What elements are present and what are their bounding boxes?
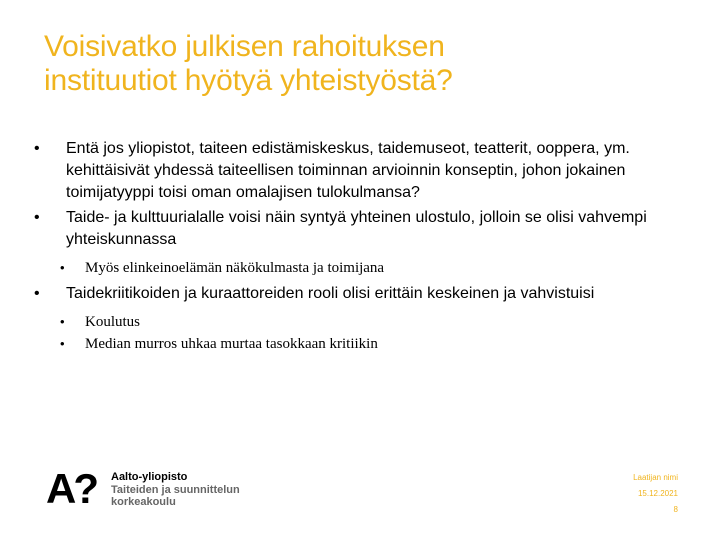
bullet-glyph: •	[34, 285, 40, 302]
sub-bullet-text: Koulutus	[85, 314, 141, 330]
bullet-item	[30, 207, 700, 251]
school-name-line-2: korkeakoulu	[111, 496, 176, 508]
bullet-glyph: •	[34, 140, 40, 157]
bullet-text: Taidekriitikoiden ja kuraattoreiden rooli olisi erittäin keskeinen ja vahvistuisi	[66, 285, 595, 302]
slide-footer	[633, 470, 678, 518]
slide-title	[44, 30, 684, 98]
sub-bullet-list	[30, 257, 700, 279]
university-name: Aalto-yliopisto	[111, 471, 188, 483]
sub-bullet-text: Median murros uhkaa murtaa tasokkaan kritiikin	[85, 336, 378, 352]
school-name-line-1: Taiteiden ja suunnittelun	[111, 483, 240, 496]
logo-text: A?	[46, 470, 96, 506]
sub-bullet-item	[30, 311, 700, 333]
presenter-name: Laatijan nimi	[633, 473, 678, 482]
page-number: 8	[673, 505, 678, 514]
bullet-item	[30, 138, 700, 204]
bullet-glyph: •	[34, 209, 40, 226]
title-line-1: Voisivatko julkisen rahoituksen	[44, 30, 445, 63]
sub-bullet-text: Myös elinkeinoelämän näkökulmasta ja toimijana	[85, 260, 385, 276]
bullet-glyph: •	[60, 336, 65, 351]
bullet-item	[30, 283, 700, 305]
slide-date: 15.12.2021	[637, 489, 678, 498]
bullet-glyph: •	[60, 260, 65, 275]
bullet-text: Entä jos yliopistot, taiteen edistämiskeskus, taidemuseot, teatterit, ooppera, ym. kehittäisivät yhdessä taiteellisen toiminnan arvioinnin konseptin, johon jokainen toimijatyyppi toisi oman omalajisen tulokulmansa?	[66, 140, 630, 201]
sub-bullet-item	[30, 333, 700, 355]
bullet-glyph: •	[60, 314, 65, 329]
bullet-text: Taide- ja kulttuurialalle voisi näin syntyä yhteinen ulostulo, jolloin se olisi vahvempi yhteiskunnassa	[66, 209, 647, 248]
sub-bullet-item	[30, 257, 700, 279]
sub-bullet-list	[30, 311, 700, 355]
aalto-logo	[46, 470, 106, 506]
bullet-list	[30, 138, 700, 359]
title-line-2: instituutiot hyötyä yhteistyöstä?	[44, 64, 453, 97]
organization-name	[111, 471, 240, 509]
